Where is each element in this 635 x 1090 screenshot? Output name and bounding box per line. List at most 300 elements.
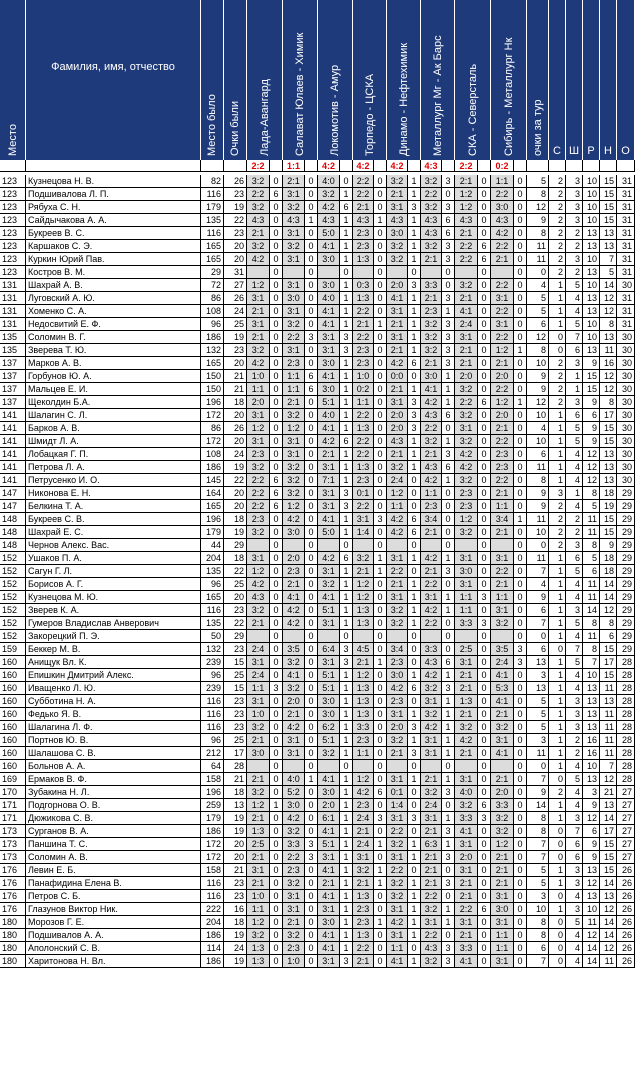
forecast-cell: 2:1 xyxy=(247,331,270,344)
forecast-points-cell: 0 xyxy=(408,643,421,656)
prev-place-cell: 116 xyxy=(201,604,224,617)
forecast-cell: 2:1 xyxy=(491,253,514,266)
forecast-cell: 3:2 xyxy=(421,435,442,448)
forecast-points-cell: 1 xyxy=(408,188,421,201)
forecast-points-cell: 0 xyxy=(270,630,283,643)
stat-cell: 2 xyxy=(549,539,566,552)
forecast-points-cell: 3 xyxy=(514,643,527,656)
forecast-cell: 1:2 xyxy=(247,565,270,578)
stat-cell: 11 xyxy=(600,721,617,734)
stat-cell: 15 xyxy=(600,188,617,201)
forecast-points-cell: 1 xyxy=(340,786,353,799)
stat-cell: 12 xyxy=(600,903,617,916)
forecast-points-cell: 0 xyxy=(270,773,283,786)
forecast-points-cell: 0 xyxy=(478,227,491,240)
forecast-cell: 3:1 xyxy=(283,747,305,760)
forecast-cell: 4:2 xyxy=(421,669,442,682)
forecast-points-cell: 1 xyxy=(340,591,353,604)
forecast-cell: 1:2 xyxy=(353,578,374,591)
forecast-cell: 2:4 xyxy=(387,474,408,487)
forecast-points-cell: 0 xyxy=(305,630,318,643)
forecast-cell: 4:2 xyxy=(455,461,478,474)
forecast-cell: 3:2 xyxy=(421,955,442,968)
forecast-cell: 2:2 xyxy=(421,578,442,591)
forecast-points-cell: 0 xyxy=(305,695,318,708)
header-stat-label: О xyxy=(621,145,630,157)
tour-points-cell: 4 xyxy=(527,422,549,435)
stat-cell: 12 xyxy=(600,292,617,305)
forecast-points-cell: 0 xyxy=(374,331,387,344)
tour-points-cell: 7 xyxy=(527,838,549,851)
tour-points-cell: 9 xyxy=(527,500,549,513)
header-stat-label: С xyxy=(553,145,561,157)
forecast-points-cell: 1 xyxy=(340,370,353,383)
forecast-cell: 2:2 xyxy=(455,903,478,916)
name-cell: Марков А. В. xyxy=(26,357,201,370)
place-cell: 131 xyxy=(0,305,26,318)
forecast-cell: 3:2 xyxy=(387,253,408,266)
forecast-cell: 1:0 xyxy=(247,890,270,903)
stat-cell: 11 xyxy=(600,955,617,968)
prev-place-cell: 96 xyxy=(201,669,224,682)
forecast-cell: 3:1 xyxy=(455,773,478,786)
forecast-points-cell: 0 xyxy=(514,851,527,864)
prev-place-cell: 116 xyxy=(201,890,224,903)
stat-cell: 2 xyxy=(549,383,566,396)
stat-cell: 11 xyxy=(600,708,617,721)
stat-cell: 3 xyxy=(566,201,583,214)
tour-points-cell: 5 xyxy=(527,721,549,734)
forecast-cell: 4:2 xyxy=(283,513,305,526)
forecast-points-cell: 1 xyxy=(340,799,353,812)
forecast-cell: 1:1 xyxy=(455,604,478,617)
forecast-cell: 1:1 xyxy=(491,942,514,955)
forecast-points-cell: 0 xyxy=(270,305,283,318)
forecast-cell: 3:3 xyxy=(421,279,442,292)
stat-cell: 28 xyxy=(617,734,635,747)
forecast-cell: 3:2 xyxy=(283,656,305,669)
forecast-cell: 3:1 xyxy=(283,188,305,201)
prev-points-cell: 23 xyxy=(224,890,247,903)
forecast-cell: 5:3 xyxy=(491,682,514,695)
forecast-points-cell: 0 xyxy=(374,396,387,409)
forecast-points-cell: 0 xyxy=(514,539,527,552)
match-result: 2:2 xyxy=(247,160,270,172)
forecast-points-cell: 0 xyxy=(305,604,318,617)
forecast-cell: 2:1 xyxy=(455,877,478,890)
stat-cell: 31 xyxy=(617,214,635,227)
stat-cell: 1 xyxy=(549,747,566,760)
forecast-points-cell: 0 xyxy=(408,695,421,708)
stat-cell: 4 xyxy=(566,448,583,461)
forecast-cell: 2:1 xyxy=(455,292,478,305)
forecast-cell: 2:3 xyxy=(421,305,442,318)
name-cell: Кузнецова Н. В. xyxy=(26,175,201,188)
forecast-points-cell: 0 xyxy=(305,500,318,513)
forecast-cell: 2:2 xyxy=(491,331,514,344)
forecast-cell: 3:2 xyxy=(283,877,305,890)
forecast-cell: 2:3 xyxy=(387,656,408,669)
forecast-points-cell: 3 xyxy=(340,500,353,513)
forecast-cell: 2:2 xyxy=(387,864,408,877)
stat-cell: 11 xyxy=(583,513,600,526)
prev-points-cell: 20 xyxy=(224,851,247,864)
tour-points-cell: 5 xyxy=(527,305,549,318)
place-cell: 152 xyxy=(0,604,26,617)
forecast-cell: 0:2 xyxy=(353,383,374,396)
forecast-points-cell: 0 xyxy=(478,513,491,526)
forecast-cell: 2:1 xyxy=(353,318,374,331)
prev-points-cell: 18 xyxy=(224,916,247,929)
forecast-points-cell: 0 xyxy=(270,890,283,903)
forecast-points-cell: 1 xyxy=(340,669,353,682)
forecast-cell: 3:2 xyxy=(421,903,442,916)
stat-cell: 0 xyxy=(549,331,566,344)
forecast-points-cell: 0 xyxy=(514,630,527,643)
stat-cell: 2 xyxy=(549,513,566,526)
forecast-points-cell: 0 xyxy=(374,188,387,201)
stat-cell: 26 xyxy=(617,903,635,916)
stat-cell: 0 xyxy=(549,838,566,851)
place-cell: 180 xyxy=(0,955,26,968)
place-cell: 170 xyxy=(0,786,26,799)
stat-cell: 15 xyxy=(600,422,617,435)
prev-points-cell: 20 xyxy=(224,435,247,448)
name-cell: Шалагина Л. Ф. xyxy=(26,721,201,734)
stat-cell: 11 xyxy=(583,578,600,591)
place-cell: 160 xyxy=(0,721,26,734)
tour-points-cell: 8 xyxy=(527,344,549,357)
forecast-points-cell: 0 xyxy=(305,916,318,929)
forecast-points-cell: 0 xyxy=(514,617,527,630)
forecast-cell: 2:1 xyxy=(421,448,442,461)
forecast-points-cell: 0 xyxy=(340,539,353,552)
forecast-points-cell: 0 xyxy=(478,409,491,422)
stat-cell: 12 xyxy=(600,942,617,955)
forecast-cell: 2:1 xyxy=(247,877,270,890)
forecast-points-cell: 0 xyxy=(514,682,527,695)
tour-points-cell: 4 xyxy=(527,578,549,591)
forecast-cell: 3:1 xyxy=(421,747,442,760)
forecast-points-cell: 0 xyxy=(514,734,527,747)
tour-points-cell: 8 xyxy=(527,474,549,487)
forecast-points-cell: 0 xyxy=(478,370,491,383)
table-row xyxy=(0,916,635,929)
forecast-cell: 5:1 xyxy=(318,396,340,409)
table-row xyxy=(0,851,635,864)
forecast-points-cell: 1 xyxy=(408,890,421,903)
forecast-points-cell: 0 xyxy=(305,344,318,357)
prev-place-cell: 186 xyxy=(201,331,224,344)
forecast-cell: 2:0 xyxy=(387,409,408,422)
tour-points-cell: 10 xyxy=(527,903,549,916)
prev-place-cell: 116 xyxy=(201,708,224,721)
forecast-cell: 3:2 xyxy=(387,877,408,890)
forecast-points-cell: 3 xyxy=(478,617,491,630)
forecast-cell: 3:2 xyxy=(387,617,408,630)
forecast-points-cell: 0 xyxy=(270,578,283,591)
header-match-2 xyxy=(283,0,318,160)
forecast-cell: 3:5 xyxy=(491,643,514,656)
forecast-points-cell: 6 xyxy=(408,357,421,370)
name-cell: Щеколдин Б.А. xyxy=(26,396,201,409)
stat-cell: 19 xyxy=(600,500,617,513)
forecast-cell: 3:0 xyxy=(318,253,340,266)
forecast-points-cell: 1 xyxy=(408,916,421,929)
table-row xyxy=(0,760,635,773)
forecast-cell: 3:1 xyxy=(455,422,478,435)
forecast-points-cell: 0 xyxy=(270,240,283,253)
forecast-points-cell: 0 xyxy=(374,435,387,448)
place-cell: 180 xyxy=(0,929,26,942)
forecast-points-cell: 1 xyxy=(442,838,455,851)
forecast-cell: 4:0 xyxy=(318,292,340,305)
stat-cell: 6 xyxy=(566,344,583,357)
forecast-cell: 2:2 xyxy=(283,851,305,864)
forecast-cell: 2:2 xyxy=(353,305,374,318)
forecast-cell: 2:1 xyxy=(247,851,270,864)
forecast-cell: 2:2 xyxy=(353,500,374,513)
forecast-cell: 1:0 xyxy=(247,370,270,383)
stat-cell: 10 xyxy=(583,669,600,682)
forecast-points-cell: 1 xyxy=(340,474,353,487)
name-cell: Закорецкий П. Э. xyxy=(26,630,201,643)
forecast-cell: 1:3 xyxy=(247,942,270,955)
tour-points-cell: 12 xyxy=(527,396,549,409)
stat-cell: 1 xyxy=(549,318,566,331)
forecast-cell: 3:1 xyxy=(353,513,374,526)
forecast-points-cell: 0 xyxy=(514,201,527,214)
forecast-points-cell: 1 xyxy=(408,773,421,786)
forecast-points-cell: 0 xyxy=(478,175,491,188)
forecast-points-cell: 6 xyxy=(340,435,353,448)
forecast-cell: 3:4 xyxy=(421,513,442,526)
forecast-points-cell: 0 xyxy=(305,201,318,214)
forecast-cell: 4:1 xyxy=(318,305,340,318)
forecast-cell: 1:3 xyxy=(353,253,374,266)
forecast-cell: 2:3 xyxy=(353,344,374,357)
forecast-cell: 1:0 xyxy=(247,708,270,721)
forecast-points-cell: 0 xyxy=(514,591,527,604)
place-cell: 148 xyxy=(0,513,26,526)
forecast-cell: 4:5 xyxy=(353,643,374,656)
prev-place-cell: 132 xyxy=(201,643,224,656)
prev-place-cell: 145 xyxy=(201,474,224,487)
name-cell: Костров В. М. xyxy=(26,266,201,279)
forecast-points-cell: 0 xyxy=(442,799,455,812)
forecast-cell: 2:1 xyxy=(421,851,442,864)
place-cell: 141 xyxy=(0,422,26,435)
forecast-points-cell: 1 xyxy=(340,383,353,396)
forecast-points-cell: 0 xyxy=(514,786,527,799)
forecast-cell: 3:2 xyxy=(247,344,270,357)
forecast-cell xyxy=(353,266,374,279)
forecast-points-cell: 0 xyxy=(442,760,455,773)
stat-cell: 8 xyxy=(583,487,600,500)
forecast-cell: 3:1 xyxy=(283,344,305,357)
forecast-cell xyxy=(353,760,374,773)
forecast-cell: 2:4 xyxy=(421,799,442,812)
stat-cell: 28 xyxy=(617,773,635,786)
forecast-points-cell: 1 xyxy=(442,591,455,604)
stat-cell: 13 xyxy=(583,721,600,734)
prev-points-cell: 20 xyxy=(224,357,247,370)
forecast-points-cell: 3 xyxy=(408,747,421,760)
prev-points-cell: 28 xyxy=(224,760,247,773)
tour-points-cell: 11 xyxy=(527,461,549,474)
forecast-cell: 3:3 xyxy=(283,838,305,851)
table-row xyxy=(0,227,635,240)
forecast-cell xyxy=(318,760,340,773)
name-cell: Подшивалов А. А. xyxy=(26,929,201,942)
forecast-cell: 3:1 xyxy=(387,929,408,942)
prev-points-cell: 23 xyxy=(224,695,247,708)
stat-cell: 3 xyxy=(566,864,583,877)
forecast-cell: 4:2 xyxy=(247,253,270,266)
header-match-3 xyxy=(318,0,353,160)
prev-points-cell: 26 xyxy=(224,422,247,435)
stat-cell: 13 xyxy=(583,240,600,253)
stat-cell: 4 xyxy=(566,630,583,643)
forecast-cell: 4:2 xyxy=(283,604,305,617)
forecast-points-cell: 0 xyxy=(408,500,421,513)
forecast-points-cell: 1 xyxy=(340,422,353,435)
prev-place-cell: 108 xyxy=(201,448,224,461)
stat-cell: 1 xyxy=(549,604,566,617)
name-cell: Епишкин Дмитрий Алекс. xyxy=(26,669,201,682)
forecast-cell: 2:1 xyxy=(491,851,514,864)
stat-cell: 4 xyxy=(566,474,583,487)
stat-cell: 3 xyxy=(566,253,583,266)
stat-cell: 17 xyxy=(600,409,617,422)
forecast-cell: 3:1 xyxy=(247,292,270,305)
forecast-cell: 4:2 xyxy=(318,435,340,448)
stat-cell: 13 xyxy=(600,227,617,240)
stat-cell: 15 xyxy=(600,669,617,682)
tour-points-cell: 7 xyxy=(527,617,549,630)
forecast-cell: 2:1 xyxy=(421,292,442,305)
tour-points-cell: 5 xyxy=(527,708,549,721)
forecast-points-cell: 0 xyxy=(305,227,318,240)
place-cell: 180 xyxy=(0,916,26,929)
forecast-cell: 2:2 xyxy=(247,474,270,487)
prev-place-cell: 132 xyxy=(201,344,224,357)
stat-cell: 5 xyxy=(583,500,600,513)
forecast-cell: 3:2 xyxy=(491,617,514,630)
stat-cell: 5 xyxy=(566,656,583,669)
forecast-points-cell: 0 xyxy=(514,500,527,513)
stat-cell: 14 xyxy=(600,591,617,604)
forecast-points-cell: 0 xyxy=(514,903,527,916)
forecast-cell: 2:1 xyxy=(283,708,305,721)
forecast-cell: 1:3 xyxy=(455,695,478,708)
forecast-points-cell: 3 xyxy=(340,955,353,968)
place-cell: 131 xyxy=(0,292,26,305)
forecast-cell: 1:1 xyxy=(283,370,305,383)
forecast-cell: 1:4 xyxy=(353,526,374,539)
name-cell: Каршаков С. Э. xyxy=(26,240,201,253)
forecast-points-cell: 0 xyxy=(408,799,421,812)
prev-points-cell: 23 xyxy=(224,227,247,240)
forecast-points-cell: 0 xyxy=(270,357,283,370)
forecast-cell: 2:1 xyxy=(455,929,478,942)
tour-points-cell: 9 xyxy=(527,487,549,500)
table-row xyxy=(0,357,635,370)
name-cell: Ушаков П. А. xyxy=(26,552,201,565)
forecast-cell: 3:2 xyxy=(247,526,270,539)
prev-place-cell: 172 xyxy=(201,409,224,422)
forecast-cell: 4:1 xyxy=(455,305,478,318)
forecast-cell: 0:3 xyxy=(353,279,374,292)
place-cell: 147 xyxy=(0,500,26,513)
forecast-cell: 1:2 xyxy=(247,422,270,435)
tour-points-cell: 13 xyxy=(527,656,549,669)
forecast-cell xyxy=(387,266,408,279)
forecast-cell: 2:3 xyxy=(387,695,408,708)
forecast-points-cell: 0 xyxy=(514,799,527,812)
prev-points-cell: 19 xyxy=(224,201,247,214)
forecast-cell: 2:1 xyxy=(247,305,270,318)
forecast-cell: 3:2 xyxy=(283,409,305,422)
stat-cell: 28 xyxy=(617,682,635,695)
stat-cell: 31 xyxy=(617,266,635,279)
forecast-cell: 3:2 xyxy=(455,383,478,396)
forecast-points-cell: 0 xyxy=(514,331,527,344)
stat-cell: 5 xyxy=(566,422,583,435)
header-tour-points xyxy=(527,0,549,160)
stat-cell: 4 xyxy=(566,955,583,968)
forecast-points-cell: 0 xyxy=(374,708,387,721)
forecast-cell: 4:2 xyxy=(421,552,442,565)
place-cell: 148 xyxy=(0,526,26,539)
forecast-points-cell: 3 xyxy=(442,344,455,357)
forecast-cell: 1:1 xyxy=(247,682,270,695)
stat-cell: 4 xyxy=(566,292,583,305)
stat-cell: 12 xyxy=(600,370,617,383)
stat-cell: 4 xyxy=(566,682,583,695)
forecast-points-cell: 6 xyxy=(478,253,491,266)
forecast-points-cell: 0 xyxy=(514,214,527,227)
stat-cell: 30 xyxy=(617,409,635,422)
forecast-cell: 2:3 xyxy=(353,903,374,916)
prev-place-cell: 165 xyxy=(201,240,224,253)
forecast-points-cell: 0 xyxy=(408,760,421,773)
forecast-points-cell: 1 xyxy=(442,773,455,786)
forecast-points-cell: 1 xyxy=(340,721,353,734)
forecast-points-cell: 3 xyxy=(374,812,387,825)
forecast-points-cell: 6 xyxy=(305,370,318,383)
forecast-points-cell: 0 xyxy=(374,448,387,461)
forecast-cell: 3:1 xyxy=(421,695,442,708)
prev-points-cell: 20 xyxy=(224,838,247,851)
score-row-blank xyxy=(0,160,26,172)
stat-cell: 7 xyxy=(566,643,583,656)
table-row xyxy=(0,266,635,279)
place-cell: 173 xyxy=(0,825,26,838)
forecast-cell: 2:1 xyxy=(247,773,270,786)
forecast-points-cell: 1 xyxy=(442,916,455,929)
forecast-points-cell: 0 xyxy=(514,721,527,734)
forecast-points-cell: 0 xyxy=(478,630,491,643)
forecast-cell: 1:2 xyxy=(455,188,478,201)
prev-place-cell: 150 xyxy=(201,383,224,396)
stat-cell: 15 xyxy=(600,851,617,864)
forecast-points-cell: 0 xyxy=(374,695,387,708)
forecast-cell: 3:2 xyxy=(283,201,305,214)
forecast-cell xyxy=(283,266,305,279)
forecast-points-cell: 0 xyxy=(408,266,421,279)
forecast-cell: 3:1 xyxy=(318,565,340,578)
